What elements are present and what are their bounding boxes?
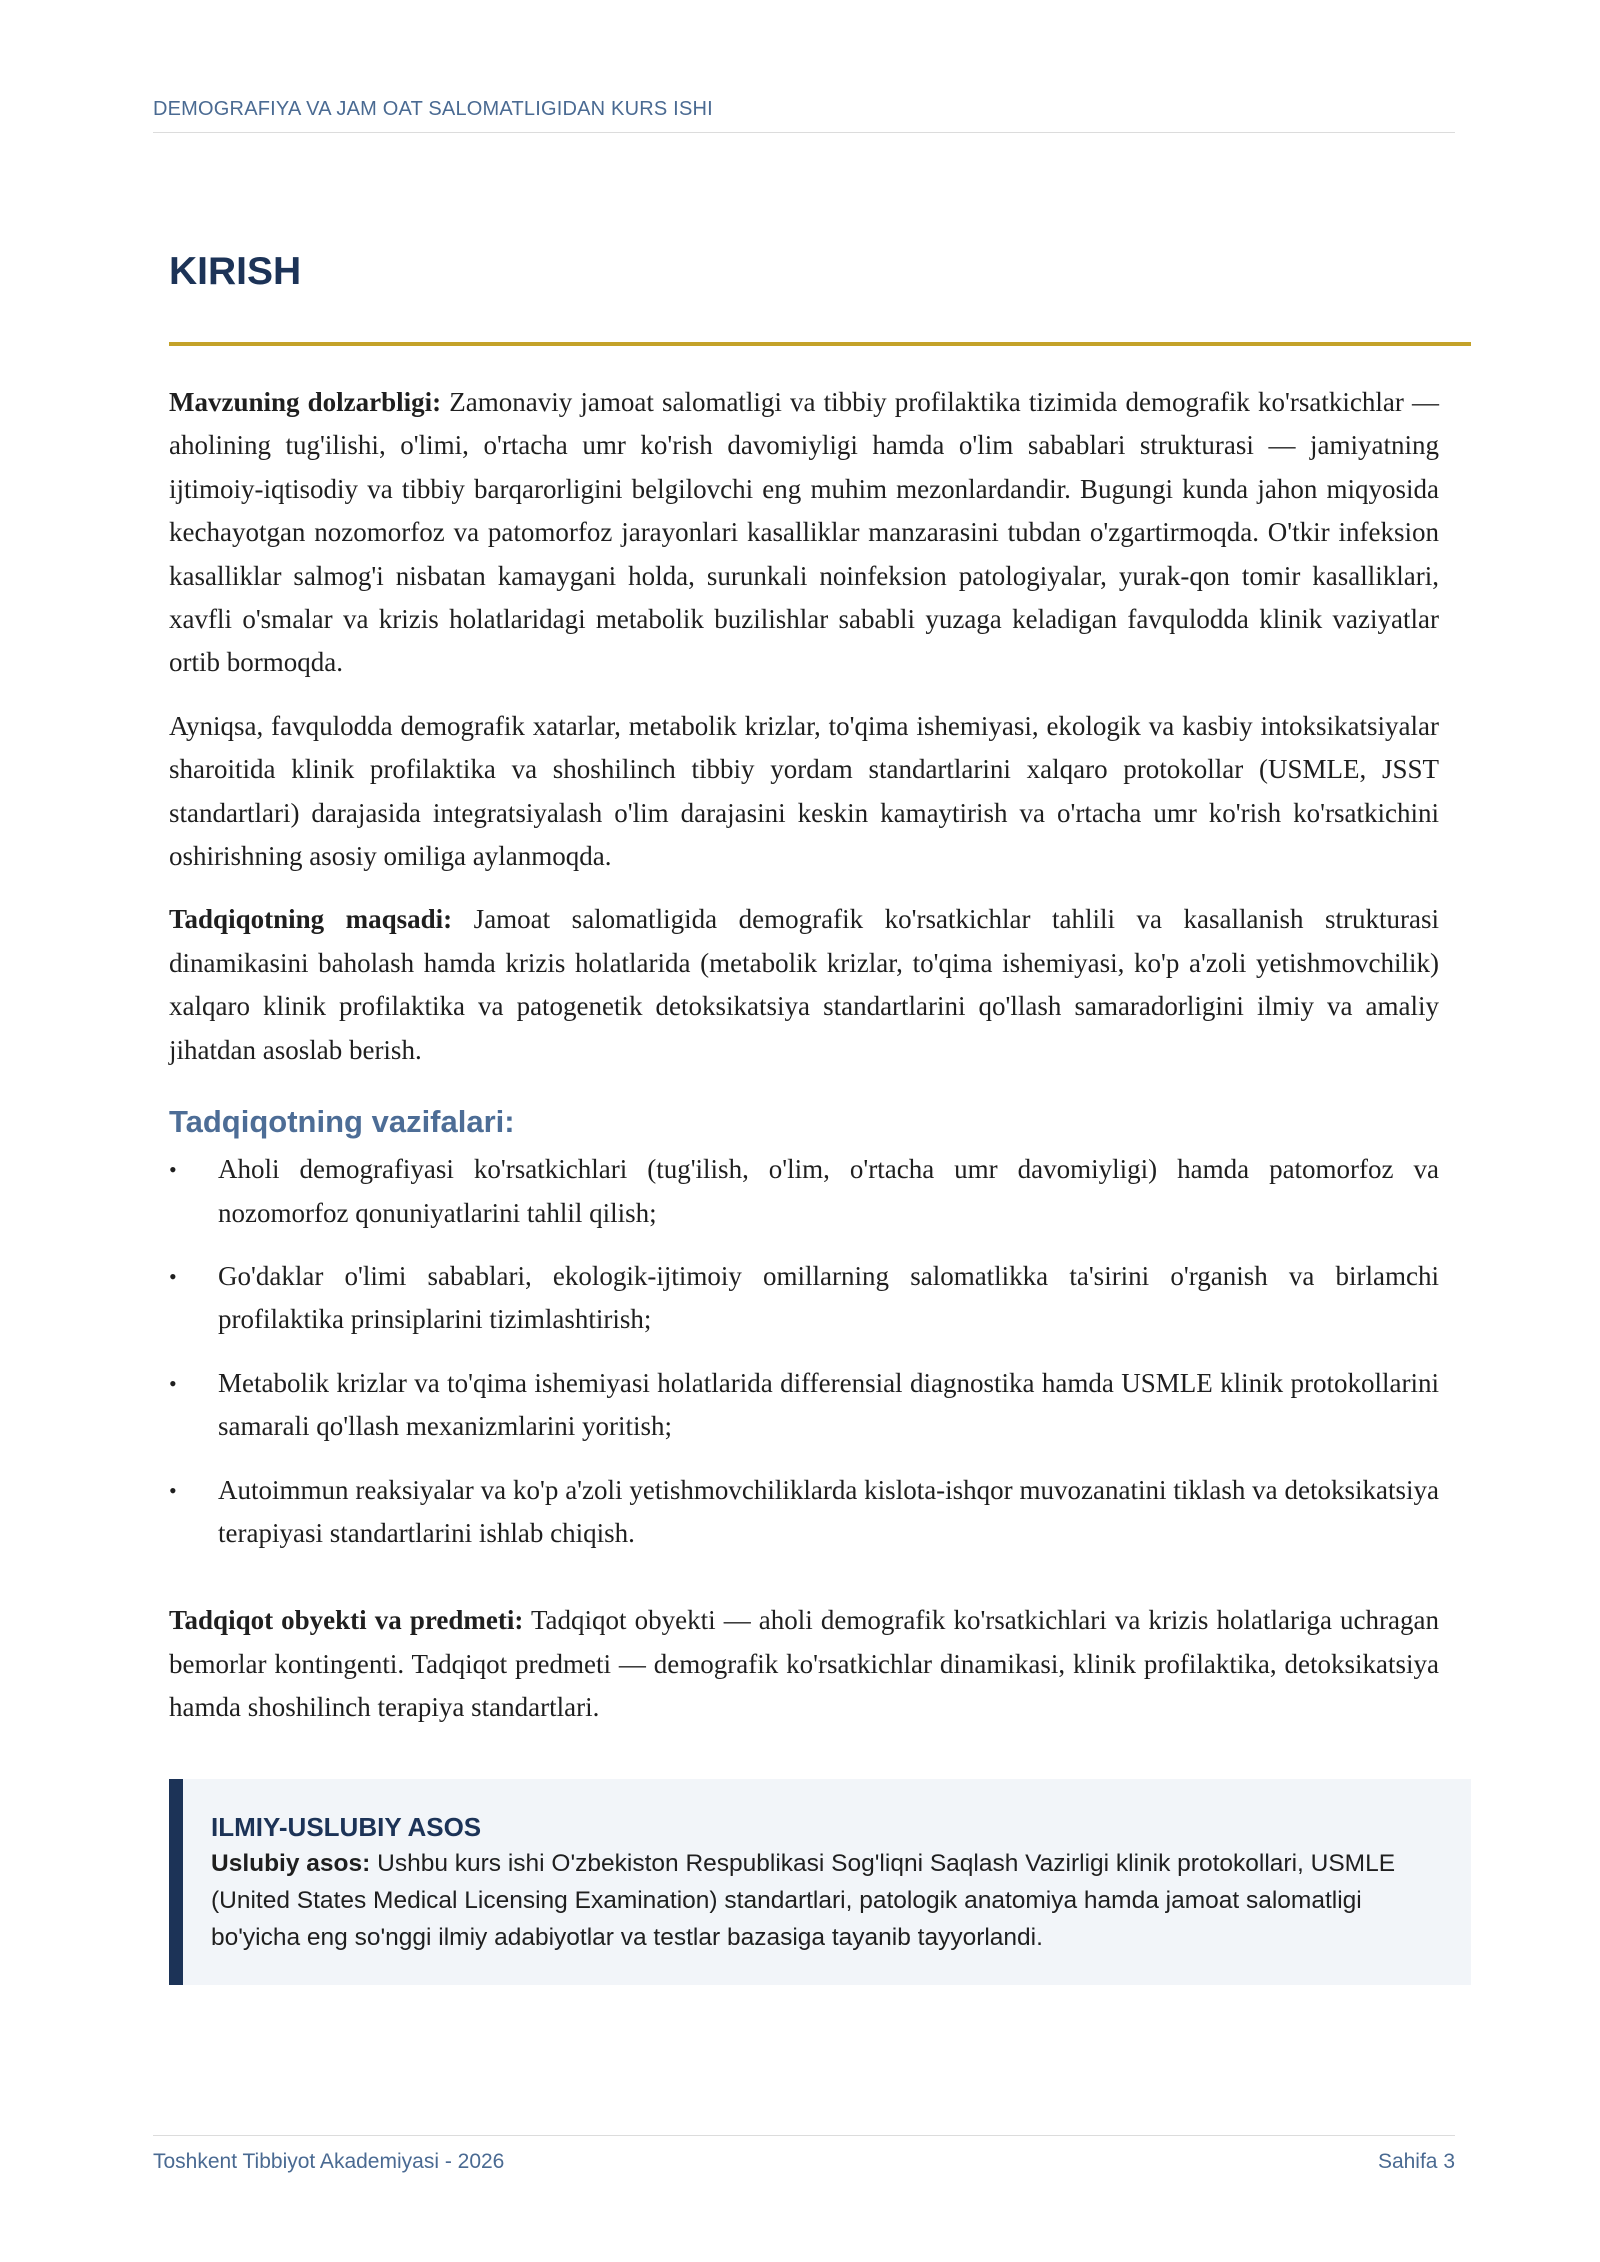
object-label: Tadqiqot obyekti va predmeti: [169,1605,524,1636]
main-content [169,381,1439,1750]
bullet-icon: • [169,1263,177,1289]
relevance-paragraph [169,381,1439,685]
relevance-label: Mavzuning dolzarbligi: [169,387,442,417]
object-paragraph [169,1599,1439,1729]
callout-label: Uslubiy asos: [211,1850,371,1877]
bullet-icon: • [169,1477,177,1503]
task-text: Go'daklar o'limi sabablari, ekologik-ijtimoiy omillarning salomatlikka ta'sirini o'rganish va birlamchi profilaktika prinsiplarini tizimlashtirish; [218,1260,1439,1335]
task-text: Aholi demografiyasi ko'rsatkichlari (tug'ilish, o'lim, o'rtacha umr davomiyligi) hamda patomorfoz va nozomorfoz qonuniyatlarini tahlil qilish; [218,1154,1439,1228]
tasks-list [169,1148,1439,1555]
bullet-icon: • [169,1157,177,1183]
goal-text: Jamoat salomatligida demografik ko'rsatkichlar tahlili va kasallanish strukturasi dinamikasini baholash hamda krizis holatlarida (metabolik krizlar, to'qima ishemiyasi, ko'p a'zoli yetishmovchilik) xalqaro klinik profilaktika va patogenetik detoksikatsiya standartlarini qo'llash samaradorligini ilmiy va amaliy jihatdan asoslab berish. [169,904,1439,1065]
callout-body [211,1845,1445,1956]
task-text: Autoimmun reaksiyalar va ko'p a'zoli yetishmovchiliklarda kislota-ishqor muvozanatini tiklash va detoksikatsiya terapiyasi standartlarini ishlab chiqish. [218,1474,1439,1548]
methodology-callout [169,1779,1471,1985]
running-header-title: DEMOGRAFIYA VA JAM OAT SALOMATLIGIDAN KURS ISHI [153,98,713,120]
tasks-heading: Tadqiqotning vazifalari: [169,1104,515,1140]
callout-title: ILMIY-USLUBIY ASOS [211,1812,482,1842]
goal-label: Tadqiqotning maqsadi: [169,904,453,935]
callout-text: Ushbu kurs ishi O'zbekiston Respublikasi Sog'liqni Saqlash Vazirligi klinik protokollari, USMLE (United States Medical Licensing Examination) standartlari, patologik anatomiya hamda jamoat salomatligi bo'yicha eng so'nggi ilmiy adabiyotlar va testlar bazasiga tayanib tayyorlandi. [211,1850,1396,1951]
intro-paragraph-2: Ayniqsa, favqulodda demografik xatarlar, metabolik krizlar, to'qima ishemiyasi, ekologik va kasbiy intoksikatsiyalar sharoitida klinik profilaktika va shoshilinch tibbiy yordam standartlarini xalqaro protokollar (USMLE, JSST standartlari) darajasida integratsiyalash o'lim darajasini keskin kamaytirish va o'rtacha umr ko'rish ko'rsatkichini oshirishning asosiy omiliga aylanmoqda. [169,710,1439,872]
title-underline [169,342,1471,346]
task-item [169,1362,1439,1449]
page-number: Sahifa 3 [1377,2150,1455,2173]
page-footer [153,2135,1455,2174]
task-item [169,1148,1439,1235]
relevance-text: Zamonaviy jamoat salomatligi va tibbiy profilaktika tizimida demografik ko'rsatkichlar — aholining tug'ilishi, o'limi, o'rtacha umr ko'rish davomiyligi hamda o'lim sabablari strukturasi — jamiyatning ijtimoiy-iqtisodiy va tibbiy barqarorligini belgilovchi eng muhim mezonlardandir. Bugungi kunda jahon miqyosida kechayotgan nozomorfoz va patomorfoz jarayonlari kasalliklar manzarasini tubdan o'zgartirmoqda. O'tkir infeksion kasalliklar salmog'i nisbatan kamaygani holda, surunkali noinfeksion patologiyalar, yurak-qon tomir kasalliklari, xavfli o'smalar va krizis holatlaridagi metabolik buzilishlar sababli yuzaga keladigan favqulodda klinik vaziyatlar ortib bormoqda. [169,387,1439,678]
object-text: Tadqiqot obyekti — aholi demografik ko'rsatkichlari va krizis holatlariga uchragan bemorlar kontingenti. Tadqiqot predmeti — demografik ko'rsatkichlar dinamikasi, klinik profilaktika, detoksikatsiya hamda shoshilinch terapiya standartlari. [169,1605,1439,1723]
chapter-title: KIRISH [169,250,302,293]
footer-institution: Toshkent Tibbiyot Akademiyasi - 2026 [153,2150,505,2173]
task-text: Metabolik krizlar va to'qima ishemiyasi holatlarida differensial diagnostika hamda USMLE klinik protokollarini samarali qo'llash mexanizmlarini yoritish; [218,1367,1439,1442]
bullet-icon: • [169,1370,177,1396]
running-header [153,98,1455,133]
goal-paragraph [169,898,1439,1072]
task-item [169,1469,1439,1556]
task-item [169,1255,1439,1342]
